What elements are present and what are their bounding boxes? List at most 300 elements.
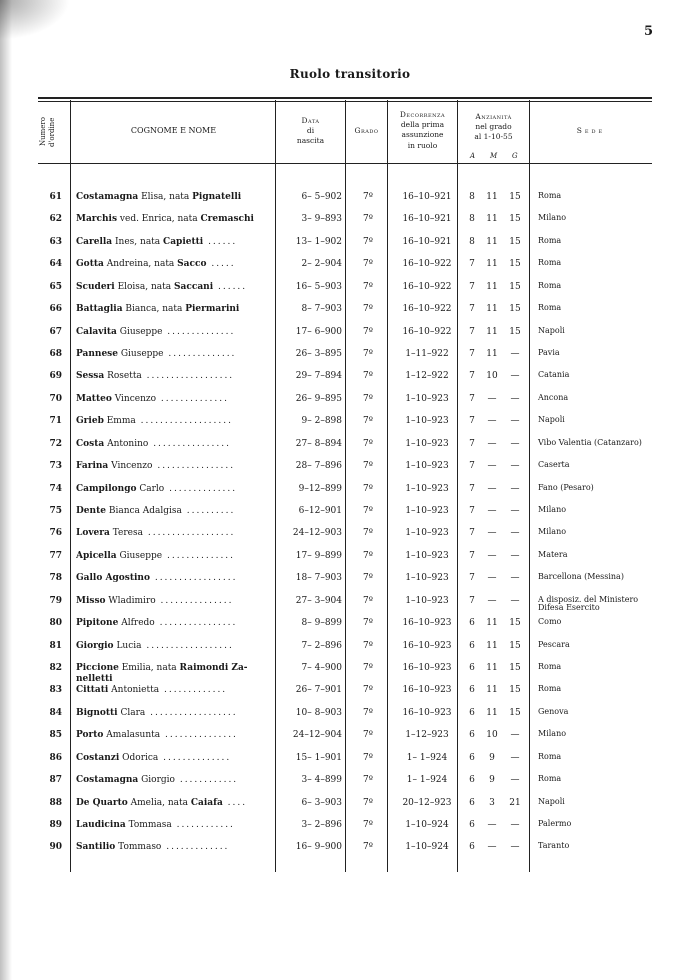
first-name: Ines, nata <box>112 236 164 247</box>
table-row <box>38 298 652 320</box>
maiden-surname: Piermarini <box>185 304 240 315</box>
seniority-years: 6 <box>469 730 475 741</box>
surname: Campilongo <box>76 483 137 494</box>
service-start-date: 16–10–923 <box>402 685 452 696</box>
service-start-date: 1–10–923 <box>405 483 449 494</box>
birth-date: 6– 3–903 <box>301 797 342 808</box>
header-anni: A <box>470 152 476 160</box>
grade: 7º <box>363 842 373 853</box>
grade: 7º <box>363 438 373 449</box>
seniority-years: 7 <box>469 281 475 292</box>
seniority-months: 11 <box>486 663 498 674</box>
order-number: 73 <box>49 461 62 472</box>
service-start-date: 16–10–921 <box>402 236 452 247</box>
leader-dots: ................. <box>149 573 238 584</box>
seniority-days: — <box>510 775 520 786</box>
leader-dots: ................... <box>135 416 233 427</box>
full-name <box>76 842 308 853</box>
order-number: 71 <box>49 416 62 427</box>
service-start-date: 16–10–923 <box>402 663 452 674</box>
grade: 7º <box>363 640 373 651</box>
birth-date: 15– 1–901 <box>295 752 342 763</box>
seniority-days: — <box>510 528 520 539</box>
seniority-years: 6 <box>469 640 475 651</box>
office-location: Roma <box>538 774 562 784</box>
seniority-years: 6 <box>469 618 475 629</box>
seniority-days: — <box>510 416 520 427</box>
birth-date: 16– 9–900 <box>295 842 342 853</box>
first-name: Giorgio <box>138 775 175 786</box>
birth-date: 6– 5–902 <box>301 192 342 202</box>
seniority-days: 15 <box>509 214 521 225</box>
seniority-months: — <box>487 483 497 494</box>
seniority-years: 7 <box>469 416 475 427</box>
order-number: 72 <box>49 438 62 449</box>
header-anzianita-3: al 1-10-55 <box>474 132 513 141</box>
surname: Costa <box>76 438 105 449</box>
seniority-days: 15 <box>509 663 521 674</box>
seniority-years: 7 <box>469 595 475 606</box>
seniority-years: 6 <box>469 685 475 696</box>
leader-dots: ............ <box>171 820 235 831</box>
leader-dots: .............. <box>158 752 232 763</box>
seniority-days: 15 <box>509 685 521 696</box>
seniority-years: 7 <box>469 506 475 517</box>
birth-date: 24–12–903 <box>292 528 342 539</box>
seniority-days: 15 <box>509 326 521 337</box>
surname: De Quarto <box>76 797 128 808</box>
order-number: 69 <box>49 371 62 382</box>
service-start-date: 1– 1–924 <box>406 752 448 763</box>
table-row <box>38 343 652 365</box>
header-anzianita-1: Anzianità <box>475 112 512 121</box>
first-name: Antonietta <box>108 685 160 696</box>
leader-dots: ............... <box>155 595 234 606</box>
seniority-days: 15 <box>509 192 521 202</box>
office-location: Catania <box>538 370 570 380</box>
office-location: Roma <box>538 751 562 761</box>
seniority-days: — <box>510 506 520 517</box>
surname: Porto <box>76 730 104 741</box>
seniority-years: 7 <box>469 371 475 382</box>
leader-dots: ............. <box>161 842 230 853</box>
office-location: Milano <box>538 527 567 537</box>
grade: 7º <box>363 259 373 270</box>
first-name: Carlo <box>136 483 165 494</box>
first-name: Amalasunta <box>103 730 161 741</box>
surname: Gotta <box>76 259 104 270</box>
first-name: Bianca Adalgisa <box>105 506 182 517</box>
birth-date: 9– 2–898 <box>301 416 342 427</box>
full-name <box>76 820 308 831</box>
grade: 7º <box>363 236 373 247</box>
service-start-date: 16–10–923 <box>402 707 452 718</box>
service-start-date: 1–10–923 <box>405 528 449 539</box>
seniority-years: 7 <box>469 438 475 449</box>
seniority-months: 11 <box>486 326 498 337</box>
seniority-days: 15 <box>509 707 521 718</box>
grade: 7º <box>363 304 373 315</box>
table-row <box>38 522 652 544</box>
order-number: 86 <box>49 752 62 763</box>
grade: 7º <box>363 528 373 539</box>
first-name: Clara <box>117 707 146 718</box>
office-location: Genova <box>538 706 569 716</box>
seniority-months: 11 <box>486 685 498 696</box>
office-location: Roma <box>538 280 562 290</box>
office-location: Milano <box>538 213 567 223</box>
first-name: Amelia, nata <box>127 797 191 808</box>
full-name <box>76 528 308 539</box>
office-location: Taranto <box>538 841 570 851</box>
birth-date: 16– 5–903 <box>295 281 342 292</box>
seniority-days: 15 <box>509 618 521 629</box>
office-location: Roma <box>538 235 562 245</box>
order-number: 90 <box>49 842 62 853</box>
service-start-date: 16–10–921 <box>402 192 452 202</box>
first-name: Giuseppe <box>116 550 163 561</box>
office-location: Caserta <box>538 460 570 470</box>
seniority-months: 11 <box>486 236 498 247</box>
service-start-date: 16–10–923 <box>402 618 452 629</box>
surname: Costamagna <box>76 192 139 202</box>
full-name <box>76 798 308 809</box>
order-number: 89 <box>49 820 62 831</box>
seniority-days: — <box>510 595 520 606</box>
leader-dots: .... <box>222 797 248 808</box>
full-name <box>76 214 308 225</box>
service-start-date: 16–10–922 <box>402 281 452 292</box>
table-row <box>38 321 652 343</box>
office-location: A disposiz. del Ministero Difesa Esercito <box>538 594 639 613</box>
table-top-rule <box>38 97 652 99</box>
surname: Calavita <box>76 326 117 337</box>
table-row <box>38 500 652 522</box>
leader-dots: ............... <box>160 730 238 741</box>
full-name <box>76 484 308 495</box>
grade: 7º <box>363 483 373 494</box>
grade: 7º <box>363 707 373 718</box>
leader-dots: ..... <box>206 259 236 270</box>
seniority-years: 6 <box>469 797 475 808</box>
order-number: 85 <box>49 730 62 741</box>
full-name <box>76 506 308 517</box>
order-number: 66 <box>49 304 62 315</box>
surname: Bignotti <box>76 707 118 718</box>
grade: 7º <box>363 214 373 225</box>
surname: Marchis <box>76 214 118 225</box>
office-location: Roma <box>538 684 562 694</box>
office-location: Pescara <box>538 639 570 649</box>
surname: Pipitone <box>76 618 119 629</box>
service-start-date: 1–10–924 <box>405 842 449 853</box>
seniority-years: 7 <box>469 393 475 404</box>
birth-date: 7– 2–896 <box>301 640 342 651</box>
seniority-days: 15 <box>509 281 521 292</box>
order-number: 77 <box>49 550 62 561</box>
table-row <box>38 478 652 500</box>
grade: 7º <box>363 349 373 359</box>
service-start-date: 1–10–923 <box>405 506 449 517</box>
seniority-months: 11 <box>486 214 498 225</box>
birth-date: 17– 6–900 <box>295 326 342 337</box>
service-start-date: 1–10–923 <box>405 438 449 449</box>
service-start-date: 1–10–923 <box>405 595 449 606</box>
seniority-months: 11 <box>486 192 498 202</box>
full-name <box>76 259 308 270</box>
leader-dots: .................. <box>145 707 238 718</box>
grade: 7º <box>363 663 373 674</box>
surname: Grieb <box>76 416 104 427</box>
grade: 7º <box>363 595 373 606</box>
grade: 7º <box>363 573 373 584</box>
surname: Farina <box>76 461 109 472</box>
table-row <box>38 231 652 253</box>
first-name: Emilia, nata <box>118 663 180 674</box>
surname: Costanzi <box>76 752 120 763</box>
order-number: 78 <box>49 573 62 584</box>
grade: 7º <box>363 752 373 763</box>
table-row <box>38 590 652 612</box>
seniority-years: 7 <box>469 349 475 359</box>
grade: 7º <box>363 192 373 202</box>
service-start-date: 1– 1–924 <box>406 775 448 786</box>
first-name: Andreina, nata <box>103 259 178 270</box>
seniority-months: 11 <box>486 640 498 651</box>
office-location: Fano (Pesaro) <box>538 482 594 492</box>
surname: Misso <box>76 595 106 606</box>
surname: Apicella <box>76 550 117 561</box>
maiden-surname: Pignatelli <box>192 192 242 202</box>
seniority-years: 6 <box>469 752 475 763</box>
scan-shadow-edge <box>0 0 12 980</box>
seniority-days: — <box>510 371 520 382</box>
birth-date: 27– 8–894 <box>295 438 342 449</box>
seniority-months: 10 <box>486 730 498 741</box>
seniority-years: 7 <box>469 461 475 472</box>
surname: Carella <box>76 236 113 247</box>
leader-dots: ................ <box>152 461 236 472</box>
seniority-months: 11 <box>486 281 498 292</box>
office-location: Vibo Valentia (Catanzaro) <box>538 437 642 447</box>
seniority-months: 11 <box>486 304 498 315</box>
leader-dots: .............. <box>162 326 236 337</box>
surname: Scuderi <box>76 281 115 292</box>
birth-date: 9–12–899 <box>298 483 342 494</box>
order-number: 63 <box>49 236 62 247</box>
service-start-date: 16–10–921 <box>402 214 452 225</box>
table-row <box>38 455 652 477</box>
full-name <box>76 416 308 427</box>
grade: 7º <box>363 550 373 561</box>
grade: 7º <box>363 506 373 517</box>
first-name: Giuseppe <box>117 349 164 359</box>
first-name: Giuseppe <box>116 326 163 337</box>
full-name <box>76 730 308 741</box>
table-row <box>38 545 652 567</box>
seniority-days: — <box>510 730 520 741</box>
seniority-years: 8 <box>469 192 475 202</box>
office-location: Pavia <box>538 348 560 357</box>
leader-dots: ................ <box>154 618 238 629</box>
maiden-surname: Cremaschi <box>200 214 254 225</box>
service-start-date: 1–10–923 <box>405 573 449 584</box>
first-name: Vincenzo <box>108 461 153 472</box>
table-row <box>38 388 652 410</box>
leader-dots: ................ <box>148 438 231 449</box>
office-location: Roma <box>538 662 562 672</box>
table-row <box>38 792 652 814</box>
first-name: Eloisa, nata <box>114 281 175 292</box>
seniority-months: 11 <box>486 707 498 718</box>
seniority-years: 6 <box>469 663 475 674</box>
seniority-months: 11 <box>486 618 498 629</box>
service-start-date: 1–11–922 <box>405 349 449 359</box>
order-number: 83 <box>49 685 62 696</box>
seniority-months: 11 <box>486 349 498 359</box>
full-name <box>76 304 308 315</box>
birth-date: 3– 2–896 <box>301 820 342 831</box>
table-row <box>38 657 652 685</box>
first-name: Wladimiro <box>105 595 156 606</box>
grade: 7º <box>363 371 373 382</box>
surname: Laudicina <box>76 820 126 831</box>
header-data-1: Data <box>301 116 320 125</box>
surname: Battaglia <box>76 304 123 315</box>
full-name <box>76 775 308 786</box>
birth-date: 26– 3–895 <box>295 349 342 359</box>
full-name <box>76 192 308 203</box>
surname: Dente <box>76 506 106 517</box>
grade: 7º <box>363 685 373 696</box>
birth-date: 18– 7–903 <box>295 573 342 584</box>
order-number: 75 <box>49 506 62 517</box>
table-row <box>38 612 652 634</box>
order-number: 76 <box>49 528 62 539</box>
leader-dots: .............. <box>163 349 237 359</box>
full-name <box>76 394 308 405</box>
leader-dots: ...... <box>213 281 248 292</box>
birth-date: 26– 7–901 <box>295 685 342 696</box>
header-sede: Sede <box>576 126 606 135</box>
service-start-date: 16–10–922 <box>402 326 452 337</box>
surname: Pannese <box>76 349 118 359</box>
seniority-years: 7 <box>469 528 475 539</box>
leader-dots: ...... <box>203 236 238 247</box>
order-number: 74 <box>49 483 62 494</box>
birth-date: 8– 9–899 <box>301 618 342 629</box>
seniority-days: — <box>510 349 520 359</box>
table-row <box>38 836 652 858</box>
order-number: 81 <box>49 640 62 651</box>
seniority-days: 15 <box>509 640 521 651</box>
seniority-months: 11 <box>486 259 498 270</box>
service-start-date: 1–10–923 <box>405 461 449 472</box>
office-location: Roma <box>538 303 562 313</box>
header-data-2: di <box>306 126 315 135</box>
table-row <box>38 679 652 701</box>
table-row <box>38 253 652 275</box>
full-name <box>76 461 308 472</box>
seniority-years: 6 <box>469 820 475 831</box>
office-location: Milano <box>538 505 567 515</box>
seniority-days: — <box>510 461 520 472</box>
birth-date: 2– 2–904 <box>301 259 342 270</box>
grade: 7º <box>363 326 373 337</box>
birth-date: 13– 1–902 <box>295 236 342 247</box>
service-start-date: 16–10–922 <box>402 259 452 270</box>
table-row <box>38 747 652 769</box>
grade: 7º <box>363 730 373 741</box>
surname: Sessa <box>76 371 105 382</box>
seniority-months: 9 <box>489 752 495 763</box>
seniority-days: 15 <box>509 236 521 247</box>
birth-date: 28– 7–896 <box>295 461 342 472</box>
seniority-days: — <box>510 393 520 404</box>
table-row <box>38 208 652 230</box>
header-decorrenza-4: in ruolo <box>407 141 438 150</box>
order-number: 84 <box>49 707 62 718</box>
seniority-months: — <box>487 573 497 584</box>
leader-dots: .............. <box>164 483 238 494</box>
maiden-surname: Sacco <box>177 259 207 270</box>
service-start-date: 16–10–923 <box>402 640 452 651</box>
seniority-days: 15 <box>509 304 521 315</box>
surname: Cittati <box>76 685 109 696</box>
first-name: Odorica <box>119 752 159 763</box>
service-start-date: 1–12–923 <box>405 730 449 741</box>
seniority-days: — <box>510 438 520 449</box>
full-name <box>76 371 308 382</box>
seniority-years: 6 <box>469 707 475 718</box>
office-location: Palermo <box>538 819 572 829</box>
seniority-days: 21 <box>509 797 521 808</box>
full-name <box>76 641 308 652</box>
full-name <box>76 618 308 629</box>
office-location: Napoli <box>538 325 565 335</box>
maiden-surname-continued: nelletti <box>76 674 113 685</box>
maiden-surname: Saccani <box>174 281 214 292</box>
birth-date: 27– 3–904 <box>295 595 342 606</box>
seniority-months: — <box>487 842 497 853</box>
header-decorrenza-2: della prima <box>400 120 445 129</box>
order-number: 82 <box>49 663 62 674</box>
leader-dots: ............. <box>159 685 228 696</box>
leader-dots: .................. <box>142 528 236 539</box>
office-location: Napoli <box>538 796 565 806</box>
surname: Matteo <box>76 393 112 404</box>
seniority-months: — <box>487 528 497 539</box>
seniority-months: — <box>487 416 497 427</box>
seniority-days: — <box>510 842 520 853</box>
leader-dots: .................. <box>141 640 234 651</box>
service-start-date: 1–10–923 <box>405 416 449 427</box>
seniority-days: — <box>510 550 520 561</box>
birth-date: 29– 7–894 <box>295 371 342 382</box>
full-name <box>76 551 308 562</box>
header-data-3: nascita <box>296 136 325 145</box>
order-number: 87 <box>49 775 62 786</box>
seniority-years: 7 <box>469 326 475 337</box>
birth-date: 3– 9–893 <box>301 214 342 225</box>
seniority-months: — <box>487 550 497 561</box>
seniority-months: — <box>487 461 497 472</box>
seniority-years: 8 <box>469 236 475 247</box>
order-number: 80 <box>49 618 62 629</box>
birth-date: 10– 8–903 <box>295 707 342 718</box>
leader-dots: .......... <box>181 506 236 517</box>
full-name <box>76 237 308 248</box>
